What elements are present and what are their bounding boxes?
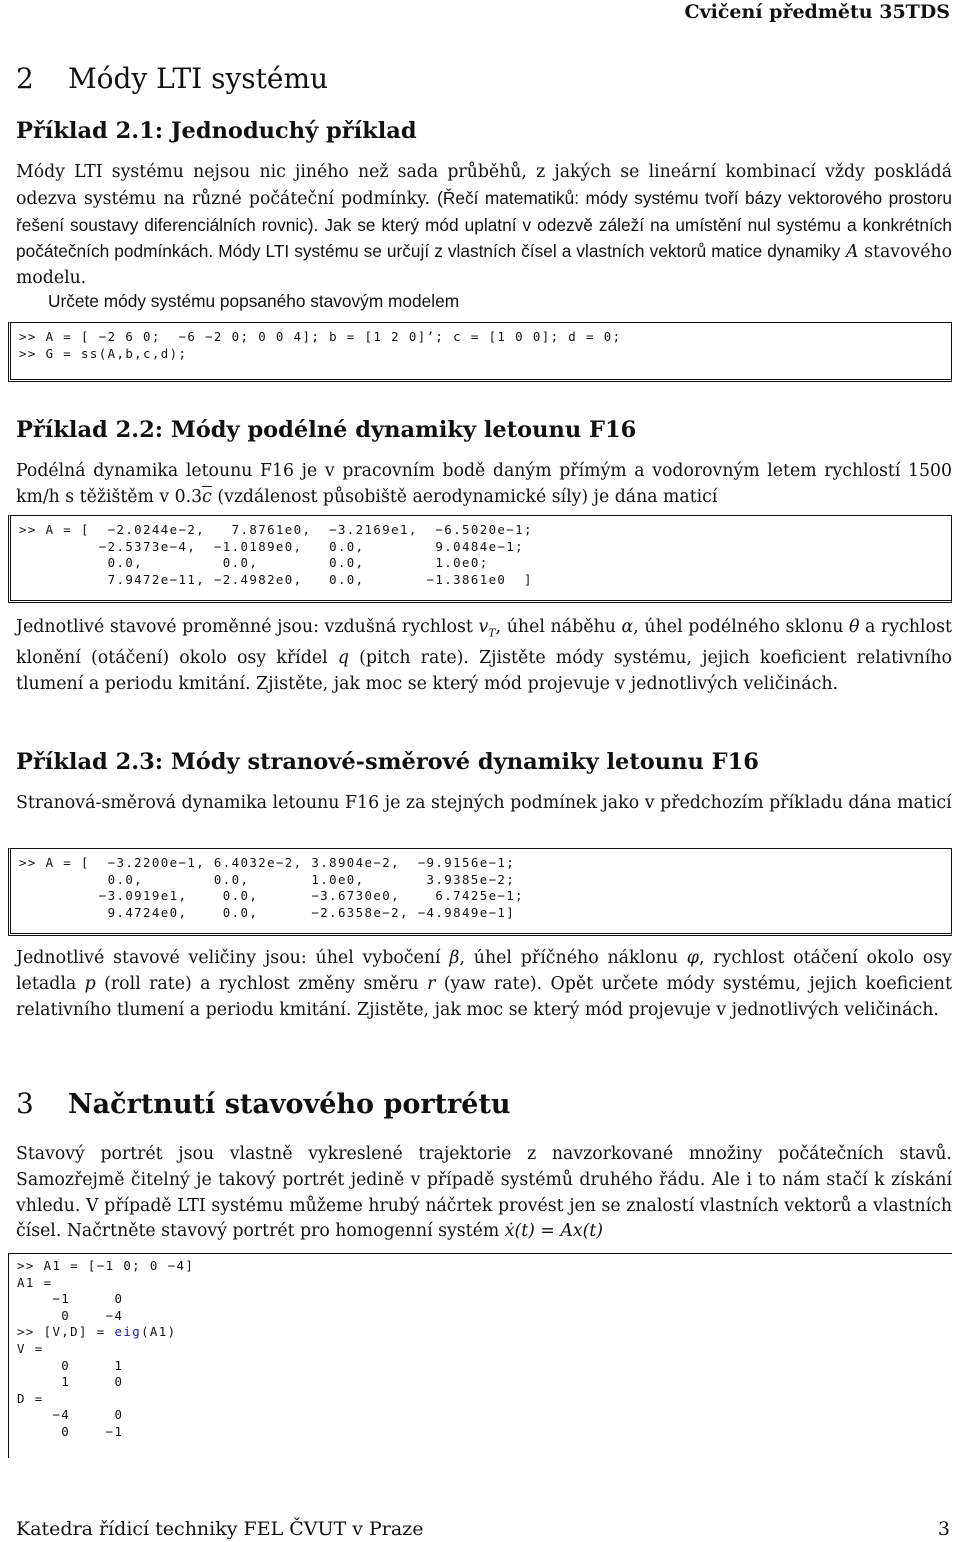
description-text: (pitch rate). Zjistěte módy systému, jejich koeficient relativního tlumení a periodu kmitání. Zjistěte, jak moc se který mód projevuje v jednotlivých veličinách.: [16, 648, 952, 695]
running-header: Cvičení předmětu 35TDS: [684, 1, 950, 23]
code-line: >> A = [ −2.0244e−2, 7.8761e0, −3.2169e1, −6.5020e−1;: [19, 522, 533, 537]
theta-symbol: θ: [848, 617, 860, 637]
code-line: >> A = [ −2 6 0; −6 −2 0; 0 0 4]; b = [1 2 0]’; c = [1 0 0]; d = 0;: [19, 329, 622, 344]
symbol-v: v: [478, 617, 489, 637]
example-2-3-description: [16, 946, 952, 1023]
beta-symbol: β: [449, 948, 460, 968]
code-line: >> A1 = [−1 0; 0 −4]: [17, 1258, 195, 1273]
description-text: , úhel příčného náklonu: [459, 948, 687, 968]
section-3-paragraph: [16, 1142, 952, 1245]
example-2-3-intro: Stranová-směrová dynamika letounu F16 je za stejných podmínek jako v předchozím příkladu dána maticí: [16, 793, 952, 813]
phi-symbol: φ: [686, 948, 699, 968]
q-symbol: q: [337, 648, 349, 669]
section-2-heading: [16, 62, 328, 95]
paragraph-text-sans: (Řečí matematiků: módy systému tvoří bázy vektorového prostoru řešení soustavy diferenciálních rovnic). Jak se který mód uplatní v odezvě záleží na umístění nul systému a konkrétních počátečních podmínkách. Módy LTI systému se určují z vlastních čísel a vlastních vektorů matice dynamiky: [16, 187, 952, 262]
code-line: D =: [17, 1390, 44, 1406]
r-symbol: r: [427, 973, 436, 994]
example-2-1-heading: Příklad 2.1: Jednoduchý příklad: [16, 118, 417, 144]
example-2-2-intro: [16, 459, 952, 511]
section-3-heading: [16, 1087, 511, 1120]
description-text: , úhel podélného sklonu: [633, 617, 849, 637]
state-equation: ẋ(t) = Ax(t): [504, 1221, 604, 1242]
code-line: A1 =: [17, 1274, 53, 1290]
example-2-2-heading: Příklad 2.2: Módy podélné dynamiky letounu F16: [16, 417, 637, 443]
symbol-subscript: T: [488, 626, 496, 640]
code-line: 0 1: [17, 1357, 124, 1373]
p-symbol: p: [84, 973, 96, 994]
code-block-2-3: [8, 848, 952, 936]
mean-chord-symbol: $\overline{c}$: [202, 486, 212, 507]
section-title: Módy LTI systému: [68, 62, 329, 95]
task-text: Určete módy systému popsaného stavovým modelem: [48, 291, 460, 311]
code-line: 0 −4: [17, 1307, 124, 1323]
example-2-3-heading: Příklad 2.3: Módy stranové-směrové dynamiky letounu F16: [16, 749, 759, 775]
code-text: >> [V,D] =: [17, 1324, 115, 1340]
description-text: (yaw rate). Opět určete módy systému, jejich koeficient relativního tlumení a periodu kmitání. Zjistěte, jak moc se který mód projevuje v jednotlivých veličinách.: [16, 973, 952, 1020]
code-line: 0 −1: [17, 1423, 124, 1439]
code-block-2-2: [8, 515, 952, 603]
example-2-2-description: [16, 615, 952, 698]
code-line: −3.0919e1, 0.0, −3.6730e0, 6.7425e−1;: [19, 888, 525, 904]
code-line: −1 0: [17, 1291, 124, 1307]
footer-department: Katedra řídicí techniky FEL ČVUT v Praze: [16, 1518, 424, 1540]
section-number: 3: [16, 1087, 34, 1120]
code-line: 7.9472e−11, −2.4982e0, 0.0, −1.3861e0 ]: [19, 571, 533, 587]
code-line: −2.5373e−4, −1.0189e0, 0.0, 9.0484e−1;: [19, 538, 525, 554]
paragraph-text-end: stavového modelu.: [16, 242, 952, 289]
description-text: , rychlost otáčení okolo osy letadla: [16, 948, 953, 994]
description-text: (roll rate) a rychlost změny směru: [95, 973, 428, 994]
footer-page-number: 3: [937, 1518, 950, 1540]
description-text: , úhel náběhu: [495, 617, 622, 637]
airspeed-symbol: [478, 617, 496, 640]
code-line: −4 0: [17, 1407, 124, 1423]
matrix-symbol: A: [845, 242, 859, 263]
code-line-eig: [17, 1324, 952, 1341]
code-line: >> G = ss(A,b,c,d);: [19, 345, 188, 361]
section-title: Načrtnutí stavového portrétu: [68, 1089, 511, 1120]
code-text: (A1): [141, 1324, 177, 1340]
code-line: 9.4724e0, 0.0, −2.6358e−2, −4.9849e−1]: [19, 904, 516, 920]
intro-text: Podélná dynamika letounu F16 je v pracovním bodě daným přímým a vodorovným letem rychlostí 1500 km/h s těžištěm v 0.3: [16, 461, 952, 507]
intro-text-end: (vzdálenost působiště aerodynamické síly) je dána maticí: [211, 486, 718, 507]
alpha-symbol: α: [621, 617, 634, 637]
code-line: 1 0: [17, 1374, 124, 1390]
example-2-1-paragraph: [16, 160, 952, 292]
code-line: 0.0, 0.0, 0.0, 1.0e0;: [19, 555, 489, 571]
code-block-2-1: [8, 322, 952, 382]
code-block-eig: [8, 1253, 952, 1458]
section-number: 2: [16, 62, 34, 95]
description-text: Jednotlivé stavové veličiny jsou: úhel vybočení: [16, 948, 450, 968]
paragraph-text: Stavový portrét jsou vlastně vykreslené trajektorie z navzorkované množiny počátečních stavů. Samozřejmě čitelný je takový portrét jedině v případě systémů druhého řádu. Ale i to nám stačí k získání vhledu. V případě LTI systému můžeme hrubý náčrtek provést jen se znalostí vlastních vektorů a vlastních čísel. Načrtněte stavový portrét pro homogenní systém: [16, 1144, 952, 1242]
paragraph-text-serif: Módy LTI systému nejsou nic jiného než sada průběhů, z jakých se lineární kombinací vždy poskládá odezva systému na různé počáteční podmínky.: [16, 162, 952, 209]
code-line: V =: [17, 1340, 44, 1356]
code-line: 0.0, 0.0, 1.0e0, 3.9385e−2;: [19, 871, 516, 887]
description-text: Jednotlivé stavové proměnné jsou: vzdušná rychlost: [16, 617, 479, 637]
description-text: a rychlost klonění (otáčení) okolo osy křídel: [16, 617, 952, 669]
code-line: >> A = [ −3.2200e−1, 6.4032e−2, 3.8904e−2, −9.9156e−1;: [19, 855, 516, 870]
function-name: eig: [114, 1324, 142, 1340]
